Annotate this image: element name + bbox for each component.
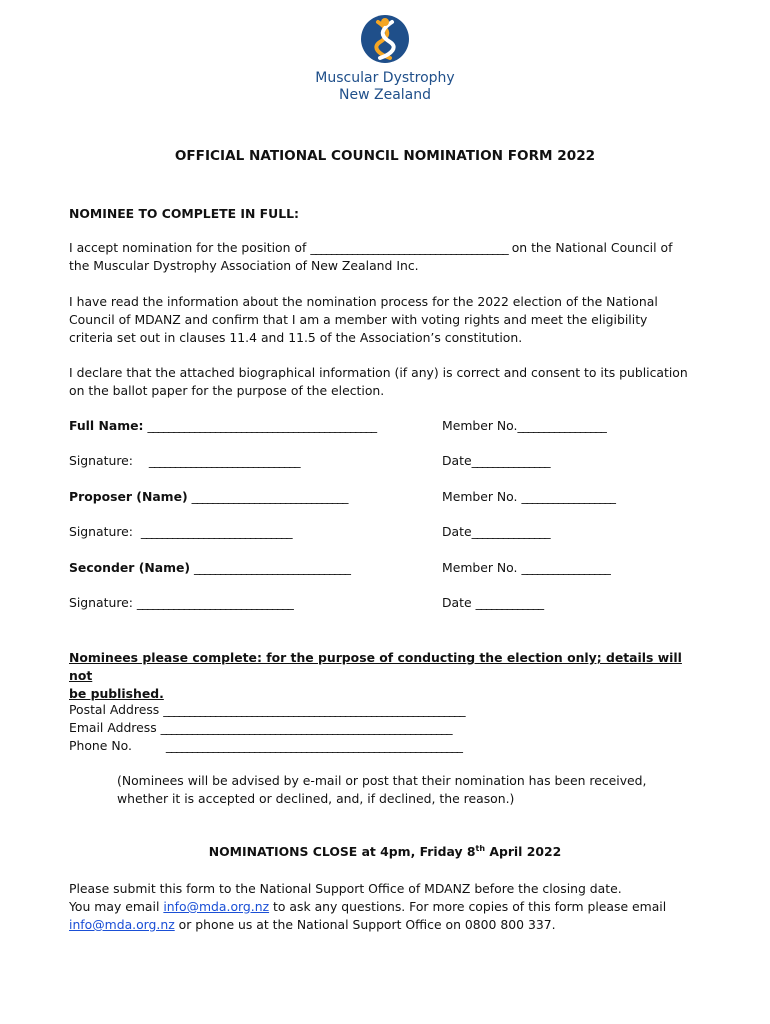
signature-label-1: Signature: [69, 453, 133, 468]
member-no-input-3[interactable]: _________________ [521, 560, 610, 575]
seconder-input[interactable]: ______________________________ [194, 560, 350, 575]
phone-input[interactable]: _________________________________________________________ [165, 738, 462, 753]
postal-address-label: Postal Address [69, 702, 160, 717]
advice-line2: whether it is accepted or declined, and, if declined, the reason.) [117, 791, 515, 806]
date-input-1[interactable]: _______________ [471, 453, 550, 468]
position-blank[interactable]: ______________________________________ [310, 240, 508, 255]
member-no-field-2 [442, 489, 615, 504]
nominee-heading: NOMINEE TO COMPLETE IN FULL: [69, 206, 299, 221]
full-name-input[interactable]: ____________________________________________ [147, 418, 377, 433]
form-title: OFFICIAL NATIONAL COUNCIL NOMINATION FORM 2022 [174, 148, 596, 164]
acceptance-text-start: I accept nomination for the position of [69, 240, 307, 255]
date-label-2: Date [442, 524, 472, 539]
close-text-superscript: th [475, 844, 486, 853]
date-input-2[interactable]: _______________ [471, 524, 550, 539]
eligibility-line3: criteria set out in clauses 11.4 and 11.5 of the Association’s constitution. [69, 330, 523, 345]
declaration-paragraph [69, 364, 709, 400]
seconder-label: Seconder (Name) [69, 560, 191, 575]
private-details-heading [69, 649, 709, 703]
dna-figure-logo-icon [360, 14, 410, 64]
date-field-1 [442, 453, 550, 468]
close-text-end: April 2022 [489, 844, 562, 860]
eligibility-line2: Council of MDANZ and confirm that I am a member with voting rights and meet the eligibility [69, 312, 648, 327]
signature-input-1[interactable]: _____________________________ [148, 453, 300, 468]
email-link-2[interactable]: info@mda.org.nz [69, 917, 175, 932]
date-input-3[interactable]: _____________ [475, 595, 544, 610]
eligibility-line1: I have read the information about the nomination process for the 2022 election of the National [69, 294, 658, 309]
seconder-field [69, 560, 350, 575]
submission-line2-end: to ask any questions. For more copies of this form please email [273, 899, 667, 914]
advice-line1: (Nominees will be advised by e-mail or post that their nomination has been received, [117, 773, 647, 788]
signature-label-3: Signature: [69, 595, 133, 610]
organization-name [300, 70, 470, 104]
acceptance-paragraph [69, 239, 709, 275]
submission-paragraph [69, 880, 729, 934]
private-heading-line2: be published. [69, 686, 164, 701]
postal-address-field [69, 702, 465, 717]
organization-name-line1: Muscular Dystrophy [315, 70, 455, 86]
declaration-line1: I declare that the attached biographical information (if any) is correct and consent to its publication [69, 365, 688, 380]
member-no-input-1[interactable]: _________________ [517, 418, 606, 433]
advice-note [117, 772, 717, 808]
proposer-label: Proposer (Name) [69, 489, 188, 504]
nominations-close-notice [0, 844, 770, 859]
submission-line1: Please submit this form to the National Support Office of MDANZ before the closing date. [69, 881, 622, 896]
organization-name-line2: New Zealand [339, 87, 431, 103]
date-label-1: Date [442, 453, 472, 468]
member-no-input-2[interactable]: __________________ [521, 489, 615, 504]
eligibility-paragraph [69, 293, 709, 347]
date-field-3 [442, 595, 543, 610]
member-no-field-1 [442, 418, 606, 433]
email-address-field [69, 720, 452, 735]
proposer-input[interactable]: ______________________________ [191, 489, 348, 504]
email-address-input[interactable]: ________________________________________________________ [160, 720, 452, 735]
submission-line3-end: or phone us at the National Support Office on 0800 800 337. [178, 917, 556, 932]
member-no-label-1: Member No. [442, 418, 518, 433]
member-no-label-3: Member No. [442, 560, 518, 575]
declaration-line2: on the ballot paper for the purpose of the election. [69, 383, 385, 398]
signature-field-1 [69, 453, 300, 468]
phone-label: Phone No. [69, 738, 132, 753]
full-name-label: Full Name: [69, 418, 144, 433]
close-text-start: NOMINATIONS CLOSE at 4pm, Friday 8 [208, 844, 476, 860]
member-no-field-3 [442, 560, 610, 575]
member-no-label-2: Member No. [442, 489, 518, 504]
postal-address-input[interactable]: __________________________________________________________ [163, 702, 465, 717]
proposer-field [69, 489, 347, 504]
full-name-field [69, 418, 376, 433]
signature-field-2 [69, 524, 292, 539]
signature-input-3[interactable]: ______________________________ [136, 595, 293, 610]
signature-label-2: Signature: [69, 524, 133, 539]
organization-logo [300, 14, 470, 104]
acceptance-text-end: on the National Council of [511, 240, 673, 255]
date-label-3: Date [442, 595, 472, 610]
date-field-2 [442, 524, 550, 539]
signature-input-2[interactable]: _____________________________ [140, 524, 292, 539]
private-heading-line1: Nominees please complete: for the purpose of conducting the election only; details will not [69, 650, 682, 683]
phone-field [69, 738, 462, 753]
signature-field-3 [69, 595, 293, 610]
email-link-1[interactable]: info@mda.org.nz [163, 899, 270, 914]
acceptance-text-line2: the Muscular Dystrophy Association of New Zealand Inc. [69, 258, 419, 273]
email-address-label: Email Address [69, 720, 157, 735]
submission-line2-start: You may email [69, 899, 160, 914]
